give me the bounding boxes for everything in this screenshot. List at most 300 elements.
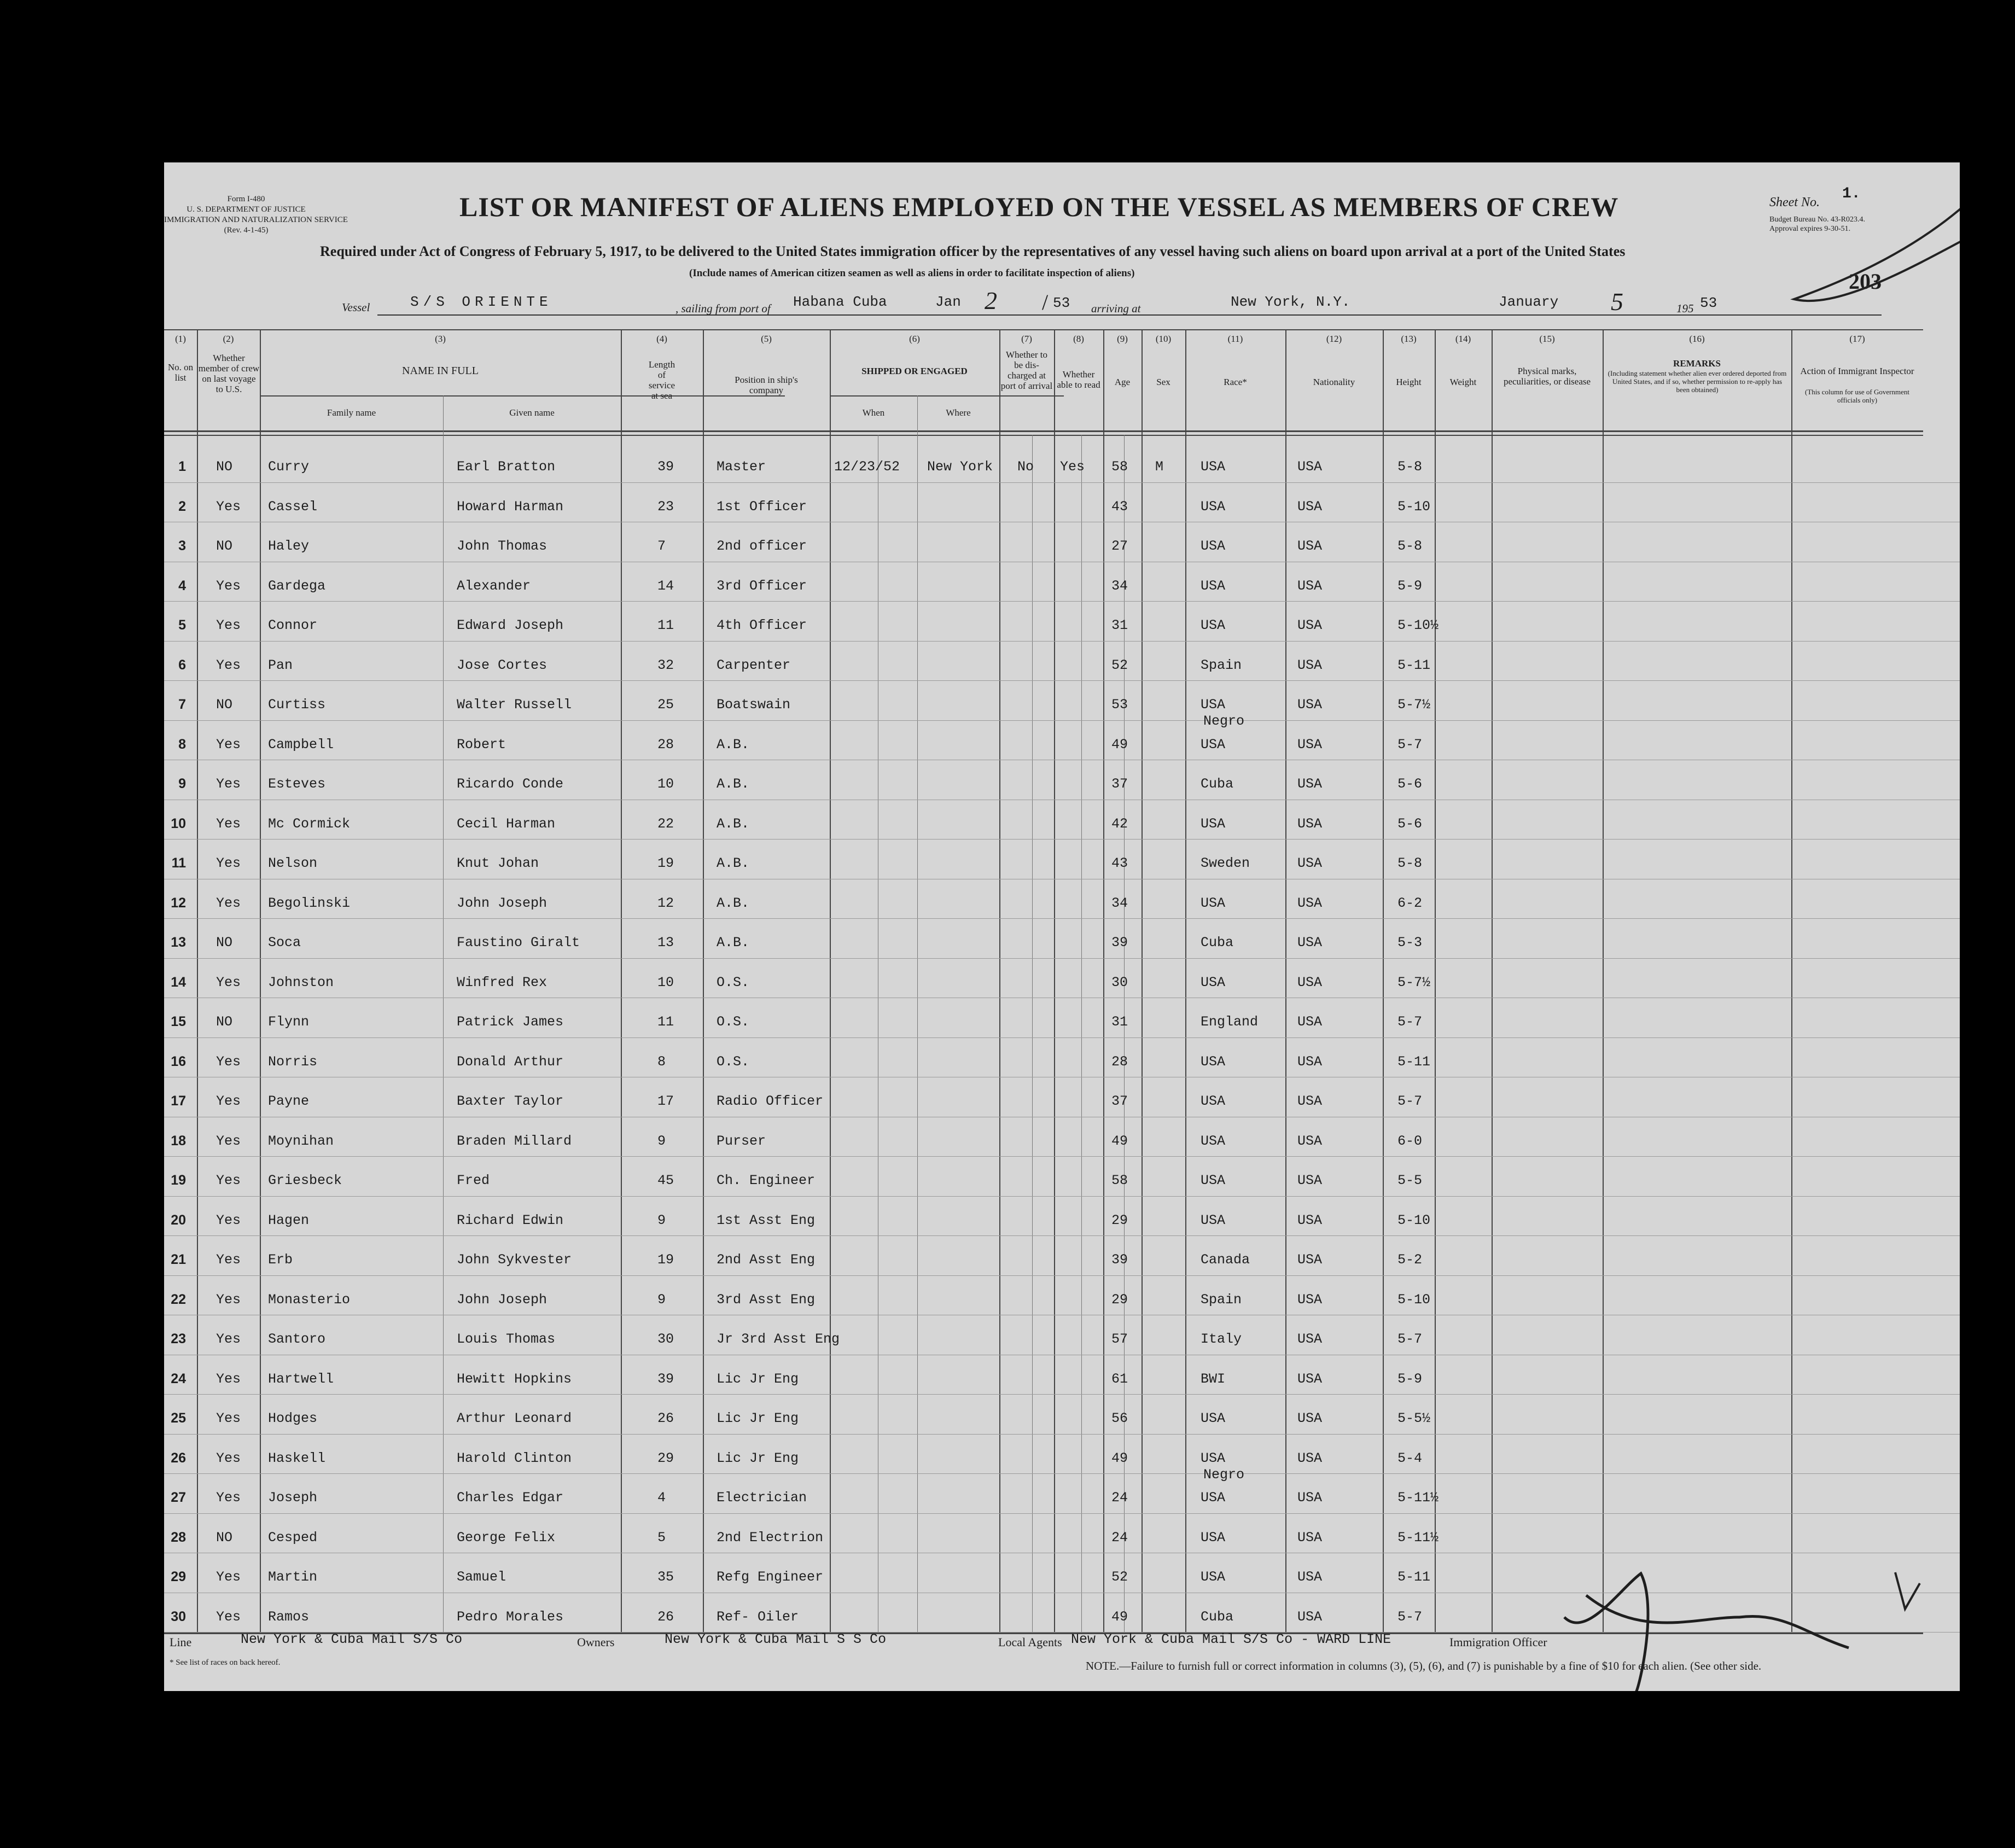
row-number: 10 xyxy=(171,815,186,831)
age-cell: 37 xyxy=(1111,1093,1128,1109)
owners-value: New York & Cuba Mail S S Co xyxy=(665,1631,887,1647)
col-sex-header: Sex xyxy=(1156,377,1170,387)
given-name-cell: John Sykvester xyxy=(457,1252,572,1268)
line-value: New York & Cuba Mail S/S Co xyxy=(241,1631,463,1647)
form-revision: (Rev. 4-1-45) xyxy=(224,226,269,235)
last-voyage-cell: Yes xyxy=(216,1410,241,1426)
position-cell: 4th Officer xyxy=(717,617,807,633)
family-name-cell: Mc Cormick xyxy=(268,815,351,832)
age-cell: 31 xyxy=(1111,617,1128,633)
given-name-cell: Cecil Harman xyxy=(457,815,556,832)
position-cell: Jr 3rd Asst Eng xyxy=(717,1331,840,1347)
arrival-port: New York, N.Y. xyxy=(1231,294,1350,310)
row-number: 13 xyxy=(171,935,186,950)
position-cell: 2nd Electrion xyxy=(717,1529,824,1546)
col-last-voyage-header: Whether member of crew on last voyage to U.S. xyxy=(198,353,260,394)
position-cell: A.B. xyxy=(717,815,750,832)
col-12-number: (12) xyxy=(1326,334,1342,344)
height-cell: 5-11½ xyxy=(1397,1490,1439,1506)
punch-hole xyxy=(125,323,154,352)
departure-port: Habana Cuba xyxy=(793,294,887,310)
nationality-cell: USA xyxy=(1297,1093,1323,1109)
last-voyage-cell: Yes xyxy=(216,1173,241,1188)
race-cell: USA xyxy=(1201,1053,1226,1070)
service-years-cell: 17 xyxy=(657,1093,674,1109)
last-voyage-cell: NO xyxy=(216,1014,233,1030)
height-cell: 5-3 xyxy=(1397,935,1423,951)
position-cell: Ch. Engineer xyxy=(717,1173,816,1188)
given-name-cell: Louis Thomas xyxy=(457,1331,556,1347)
given-name-cell: Alexander xyxy=(457,578,531,594)
age-cell: 31 xyxy=(1111,1014,1128,1030)
race-cell: England xyxy=(1201,1014,1259,1030)
able-to-read-cell: Yes xyxy=(1060,459,1085,475)
service-years-cell: 11 xyxy=(657,617,674,633)
given-name-cell: Walter Russell xyxy=(457,697,572,713)
col-13-number: (13) xyxy=(1401,334,1417,344)
col-weight-header: Weight xyxy=(1449,377,1477,387)
last-voyage-cell: Yes xyxy=(216,1093,241,1109)
nationality-cell: USA xyxy=(1297,776,1323,792)
height-cell: 5-11 xyxy=(1397,1053,1431,1070)
age-cell: 49 xyxy=(1111,1133,1128,1149)
row-number: 1 xyxy=(178,459,186,474)
position-cell: A.B. xyxy=(717,736,750,753)
last-voyage-cell: Yes xyxy=(216,1608,241,1625)
race-cell: Cuba xyxy=(1201,935,1234,951)
punch-hole xyxy=(125,1488,154,1517)
last-voyage-cell: Yes xyxy=(216,974,241,990)
service-years-cell: 4 xyxy=(657,1490,666,1506)
age-cell: 53 xyxy=(1111,697,1128,713)
age-cell: 29 xyxy=(1111,1212,1128,1228)
position-cell: Radio Officer xyxy=(717,1093,824,1109)
race-cell: Canada xyxy=(1201,1252,1250,1268)
col-name-header: NAME IN FULL xyxy=(402,366,479,376)
age-cell: 52 xyxy=(1111,657,1128,673)
given-name-cell: Richard Edwin xyxy=(457,1212,564,1228)
col-discharged-header: Whether to be dis-charged at port of arrival xyxy=(1000,349,1053,391)
age-cell: 61 xyxy=(1111,1371,1128,1387)
height-cell: 5-8 xyxy=(1397,459,1423,475)
service-years-cell: 35 xyxy=(657,1569,674,1585)
given-name-cell: Samuel xyxy=(457,1569,506,1585)
nationality-cell: USA xyxy=(1297,974,1323,990)
family-name-cell: Hartwell xyxy=(268,1371,334,1387)
check-mark xyxy=(1895,1572,1920,1609)
position-cell: 3rd Officer xyxy=(717,578,807,594)
family-name-cell: Erb xyxy=(268,1252,293,1268)
nationality-cell: USA xyxy=(1297,1173,1323,1188)
last-voyage-cell: Yes xyxy=(216,1490,241,1506)
given-name-cell: Edward Joseph xyxy=(457,617,564,633)
position-cell: Refg Engineer xyxy=(717,1569,824,1585)
position-cell: 2nd Asst Eng xyxy=(717,1252,816,1268)
given-name-cell: Howard Harman xyxy=(457,498,564,515)
nationality-cell: USA xyxy=(1297,1053,1323,1070)
race-cell: USA xyxy=(1201,736,1226,753)
given-name-cell: John Joseph xyxy=(457,1291,548,1308)
given-name-cell: Ricardo Conde xyxy=(457,776,564,792)
col-remarks-note: (Including statement whether alien ever ordered deported from United States, and if so, whether permission to re-apply has been obtained) xyxy=(1608,369,1787,394)
position-cell: 2nd officer xyxy=(717,538,807,554)
nationality-cell: USA xyxy=(1297,895,1323,911)
height-cell: 5-11½ xyxy=(1397,1529,1439,1546)
last-voyage-cell: Yes xyxy=(216,1450,241,1466)
nationality-cell: USA xyxy=(1297,1014,1323,1030)
col-3-number: (3) xyxy=(435,334,446,344)
nationality-cell: USA xyxy=(1297,1371,1323,1387)
race-cell: Cuba xyxy=(1201,776,1234,792)
row-number: 20 xyxy=(171,1212,186,1228)
last-voyage-cell: Yes xyxy=(216,895,241,911)
manifest-sheet: Form I-480 U. S. DEPARTMENT OF JUSTICE IMMIGRATION AND NATURALIZATION SERVICE (Rev. 4-1-45) LIST OR MANIFEST OF ALIENS EMPLOYED ON THE VESSEL AS MEMBERS OF CREW Sheet No. 1. Budget Bureau No. 43-R023.4. Approval expires 9-30-51. Required under Act of Congress of February 5, 1917, to be delivered to the United States immigration officer by the representatives of any vessel having such aliens on board upon arrival at a port of the United States (Include names of American citizen seamen as well as aliens in order to facilitate inspection of aliens) 203 Vessel S/S ORIENTE , sailing from port of Habana Cuba Jan 2 / 53 arriving at New York, N.Y. January 5 195 53 (1) No. on list (2) Whether member of crew on last voyage to U.S. (3) NAME IN FULL Family name Given name (4) Length of service at sea (5) Position in ship's company (6) SHIPPED OR ENGAGED When Where (7) Whether to be dis-charged at port of arrival (8) Whether able to read (9) Age (10) Sex (11) Race* (12) Nationality (13) Height (14) Weight (15) Physical marks, peculiarities, or disease (16) REMARKS (Including statement whether alien ever ordered deported from United States, and if so, whether permission to re-apply has been obtained) (17) Action of Immigrant Inspector (This column for use of Government officials only) 1 NO Curry Earl Bratton 39 Master 12/23/52 New York No Yes 58 M USA USA 5-8 2 Yes Cassel Howard Harman 23 1st Officer 43 USA USA 5-10 3 NO Haley John Thomas 7 2nd officer 27 USA USA 5-8 4 Yes Gardega Alexander 14 3rd Officer 34 USA USA 5-9 5 Yes Connor Edward Joseph 11 4th Officer 31 USA USA 5-10½ 6 Yes Pan Jose Cortes 32 Carpenter 52 Spain USA 5-11 7 NO Curtiss Walter Russell 25 Boatswain 53 USA USA 5-7½ Negro 8 Yes Campbell Robert 28 A.B. 49 USA USA 5-7 9 Yes Esteves Ricardo Conde 10 A.B. 37 Cuba USA 5-6 10 Yes Mc Cormick Cecil Harman 22 A.B. 42 USA USA 5-6 11 Yes Nelson Knut Johan 19 A.B. 43 Sweden USA 5-8 12 Yes Begolinski John Joseph 12 A.B. 34 USA USA 6-2 13 NO Soca Faustino Giralt 13 A.B. 39 Cuba USA 5-3 14 Yes Johnston Winfred Rex 10 O.S. 30 USA USA 5-7½ 15 NO Flynn Patrick James 11 O.S. 31 England USA 5-7 16 Yes Norris Donald Arthur 8 O.S. 28 USA USA 5-11 17 Yes Payne Baxter Taylor 17 Radio Officer 37 USA USA 5-7 18 Yes Moynihan Braden Millard 9 Purser 49 USA USA 6-0 19 Yes Griesbeck Fred 45 Ch. Engineer 58 USA USA 5-5 20 Yes Hagen Richard Edwin 9 1st Asst Eng 29 USA USA 5-10 21 Yes Erb John Sykvester 19 2nd Asst Eng 39 Canada USA 5-2 22 Yes Monasterio John Joseph 9 3rd Asst Eng 29 Spain USA 5-10 23 Yes Santoro Louis Thomas 30 Jr 3rd Asst Eng 57 Italy USA 5-7 24 Yes Hartwell Hewitt Hopkins 39 Lic Jr Eng 61 BWI USA 5-9 25 Yes Hodges Arthur Leonard 26 Lic Jr Eng 56 USA USA 5-5½ 26 Yes Haskell Harold Clinton 29 Lic Jr Eng 49 USA USA 5-4 Negro 27 Yes Joseph Charles Edgar 4 Electrician 24 USA USA 5-11½ 28 NO Cesped George Felix 5 2nd Electrion 24 USA USA 5-11½ 29 Yes Martin Samuel 35 Refg Engineer 52 USA USA 5-11 30 Yes Ramos Pedro Morales 26 Ref- Oiler 49 Cuba USA 5-7 Line New York & Cuba Mail S/S Co Owners New York & Cuba Mail S S Co Local Agents New York & Cuba Mail S/S Co - WARD LINE Immigration Officer * See list of races on back hereof. NOTE.—Failure to furnish full or correct information in columns (3), (5), (6), and (7) is punishable by a fine of $10 for each alien. (See other side. xyxy=(164,162,1960,1691)
sex-cell: M xyxy=(1155,459,1164,475)
col-remarks-header: REMARKS xyxy=(1673,358,1721,369)
race-note-cell: Negro xyxy=(1203,1466,1245,1483)
family-name-cell: Joseph xyxy=(268,1490,318,1506)
race-cell: USA xyxy=(1201,498,1226,515)
vessel-name: S/S ORIENTE xyxy=(410,294,552,310)
height-cell: 5-5½ xyxy=(1397,1410,1431,1426)
service-years-cell: 39 xyxy=(657,1371,674,1387)
col-4-number: (4) xyxy=(656,334,667,344)
height-cell: 6-0 xyxy=(1397,1133,1423,1149)
punch-hole xyxy=(125,1149,154,1178)
col-1-number: (1) xyxy=(175,334,186,344)
race-cell: USA xyxy=(1201,1490,1226,1506)
department-name: U. S. DEPARTMENT OF JUSTICE xyxy=(187,205,306,214)
approval-expiry: Approval expires 9-30-51. xyxy=(1769,225,1851,233)
service-years-cell: 26 xyxy=(657,1410,674,1426)
nationality-cell: USA xyxy=(1297,1291,1323,1308)
service-years-cell: 29 xyxy=(657,1450,674,1466)
row-number: 22 xyxy=(171,1291,186,1307)
col-10-number: (10) xyxy=(1155,334,1172,344)
row-number: 27 xyxy=(171,1490,186,1505)
nationality-cell: USA xyxy=(1297,657,1323,673)
position-cell: Purser xyxy=(717,1133,766,1149)
height-cell: 5-7 xyxy=(1397,1331,1423,1347)
departure-month: Jan xyxy=(935,294,961,310)
service-years-cell: 19 xyxy=(657,855,674,871)
position-cell: 1st Asst Eng xyxy=(717,1212,816,1228)
last-voyage-cell: Yes xyxy=(216,657,241,673)
height-cell: 5-10 xyxy=(1397,1291,1431,1308)
page-number: 203 xyxy=(1849,269,1882,294)
family-name-cell: Campbell xyxy=(268,736,334,753)
last-voyage-cell: NO xyxy=(216,1529,233,1546)
service-years-cell: 23 xyxy=(657,498,674,515)
col-read-header: Whether able to read xyxy=(1057,369,1100,390)
age-cell: 30 xyxy=(1111,974,1128,990)
race-cell: USA xyxy=(1201,459,1226,475)
race-cell: USA xyxy=(1201,1093,1226,1109)
nationality-cell: USA xyxy=(1297,578,1323,594)
shipped-where-cell: New York xyxy=(927,459,993,475)
service-years-cell: 9 xyxy=(657,1212,666,1228)
line-label: Line xyxy=(170,1635,192,1649)
col-14-number: (14) xyxy=(1455,334,1471,344)
last-voyage-cell: Yes xyxy=(216,815,241,832)
given-name-cell: Harold Clinton xyxy=(457,1450,572,1466)
position-cell: Lic Jr Eng xyxy=(717,1371,799,1387)
position-cell: 3rd Asst Eng xyxy=(717,1291,816,1308)
punch-hole xyxy=(125,240,154,269)
service-years-cell: 10 xyxy=(657,776,674,792)
nationality-cell: USA xyxy=(1297,935,1323,951)
col-family-name-header: Family name xyxy=(327,407,376,418)
vessel-label: Vessel xyxy=(342,301,370,314)
height-cell: 6-2 xyxy=(1397,895,1423,911)
height-cell: 5-7 xyxy=(1397,1608,1423,1625)
height-cell: 5-7 xyxy=(1397,1014,1423,1030)
service-years-cell: 22 xyxy=(657,815,674,832)
punch-hole xyxy=(125,1567,154,1596)
nationality-cell: USA xyxy=(1297,855,1323,871)
race-cell: USA xyxy=(1201,1133,1226,1149)
given-name-cell: Patrick James xyxy=(457,1014,564,1030)
row-number: 17 xyxy=(171,1093,186,1109)
race-cell: USA xyxy=(1201,815,1226,832)
col-race-header: Race* xyxy=(1224,377,1247,387)
col-nationality-header: Nationality xyxy=(1313,377,1355,387)
col-inspector-header: Action of Immigrant Inspector xyxy=(1800,366,1914,376)
age-cell: 28 xyxy=(1111,1053,1128,1070)
row-number: 19 xyxy=(171,1173,186,1188)
service-years-cell: 30 xyxy=(657,1331,674,1347)
position-cell: 1st Officer xyxy=(717,498,807,515)
position-cell: A.B. xyxy=(717,935,750,951)
row-number: 6 xyxy=(178,657,186,673)
family-name-cell: Norris xyxy=(268,1053,318,1070)
position-cell: A.B. xyxy=(717,855,750,871)
row-number: 3 xyxy=(178,538,186,553)
race-cell: Sweden xyxy=(1201,855,1250,871)
position-cell: Boatswain xyxy=(717,697,791,713)
col-9-number: (9) xyxy=(1117,334,1128,344)
height-cell: 5-8 xyxy=(1397,855,1423,871)
family-name-cell: Nelson xyxy=(268,855,318,871)
nationality-cell: USA xyxy=(1297,1450,1323,1466)
given-name-cell: Faustino Giralt xyxy=(457,935,580,951)
nationality-cell: USA xyxy=(1297,1529,1323,1546)
subtitle-note: (Include names of American citizen seamen as well as aliens in order to facilitate inspection of aliens) xyxy=(689,267,1135,279)
height-cell: 5-9 xyxy=(1397,1371,1423,1387)
race-cell: USA xyxy=(1201,1529,1226,1546)
last-voyage-cell: NO xyxy=(216,697,233,713)
nationality-cell: USA xyxy=(1297,815,1323,832)
row-number: 21 xyxy=(171,1252,186,1267)
family-name-cell: Haley xyxy=(268,538,310,554)
race-cell: Italy xyxy=(1201,1331,1242,1347)
races-note: * See list of races on back hereof. xyxy=(170,1658,281,1667)
col-given-name-header: Given name xyxy=(509,407,555,418)
sheet-no-label: Sheet No. xyxy=(1769,195,1820,209)
family-name-cell: Curry xyxy=(268,459,310,475)
position-cell: Lic Jr Eng xyxy=(717,1450,799,1466)
position-cell: O.S. xyxy=(717,974,750,990)
service-years-cell: 45 xyxy=(657,1173,674,1188)
row-number: 2 xyxy=(178,498,186,514)
nationality-cell: USA xyxy=(1297,1252,1323,1268)
col-no-on-list-header: No. on list xyxy=(167,362,194,383)
col-shipped-header: SHIPPED OR ENGAGED xyxy=(861,366,968,376)
race-cell: Spain xyxy=(1201,1291,1242,1308)
position-cell: A.B. xyxy=(717,776,750,792)
family-name-cell: Haskell xyxy=(268,1450,326,1466)
age-cell: 39 xyxy=(1111,935,1128,951)
nationality-cell: USA xyxy=(1297,1410,1323,1426)
age-cell: 24 xyxy=(1111,1529,1128,1546)
height-cell: 5-6 xyxy=(1397,815,1423,832)
arrival-month: January xyxy=(1499,294,1559,310)
row-number: 11 xyxy=(171,855,186,871)
given-name-cell: Earl Bratton xyxy=(457,459,556,475)
nationality-cell: USA xyxy=(1297,1569,1323,1585)
family-name-cell: Connor xyxy=(268,617,318,633)
col-16-number: (16) xyxy=(1689,334,1705,344)
given-name-cell: Baxter Taylor xyxy=(457,1093,564,1109)
given-name-cell: Hewitt Hopkins xyxy=(457,1371,572,1387)
position-cell: O.S. xyxy=(717,1053,750,1070)
height-cell: 5-7½ xyxy=(1397,974,1431,990)
age-cell: 43 xyxy=(1111,855,1128,871)
family-name-cell: Santoro xyxy=(268,1331,326,1347)
race-cell: BWI xyxy=(1201,1371,1226,1387)
col-15-number: (15) xyxy=(1539,334,1555,344)
col-age-header: Age xyxy=(1114,377,1131,387)
age-cell: 56 xyxy=(1111,1410,1128,1426)
nationality-cell: USA xyxy=(1297,1608,1323,1625)
last-voyage-cell: Yes xyxy=(216,1331,241,1347)
col-inspector-note: (This column for use of Government officials only) xyxy=(1805,388,1909,404)
height-cell: 5-5 xyxy=(1397,1173,1423,1188)
last-voyage-cell: Yes xyxy=(216,736,241,753)
service-years-cell: 25 xyxy=(657,697,674,713)
service-years-cell: 26 xyxy=(657,1608,674,1625)
subtitle: Required under Act of Congress of February 5, 1917, to be delivered to the United States immigration officer by the representatives of any vessel having such aliens on board upon arrival at a port of the United States xyxy=(320,243,1626,259)
col-when-header: When xyxy=(862,407,885,418)
family-name-cell: Moynihan xyxy=(268,1133,334,1149)
form-number: Form I-480 xyxy=(227,195,265,203)
nationality-cell: USA xyxy=(1297,617,1323,633)
row-number: 30 xyxy=(171,1608,186,1624)
nationality-cell: USA xyxy=(1297,697,1323,713)
age-cell: 49 xyxy=(1111,1608,1128,1625)
col-position-header: Position in ship's company xyxy=(735,375,798,395)
col-where-header: Where xyxy=(946,407,971,418)
given-name-cell: John Joseph xyxy=(457,895,548,911)
agents-label: Local Agents xyxy=(998,1635,1062,1649)
col-6-number: (6) xyxy=(909,334,920,344)
age-cell: 58 xyxy=(1111,459,1128,475)
height-cell: 5-11 xyxy=(1397,1569,1431,1585)
penalty-note: NOTE.—Failure to furnish full or correct information in columns (3), (5), (6), and (7) is punishable by a fine of $10 for each alien. (See other side. xyxy=(1086,1659,1762,1672)
family-name-cell: Flynn xyxy=(268,1014,310,1030)
family-name-cell: Monasterio xyxy=(268,1291,351,1308)
given-name-cell: John Thomas xyxy=(457,538,548,554)
punch-hole xyxy=(125,1233,154,1263)
service-years-cell: 14 xyxy=(657,578,674,594)
given-name-cell: Knut Johan xyxy=(457,855,539,871)
service-years-cell: 5 xyxy=(657,1529,666,1546)
height-cell: 5-10 xyxy=(1397,498,1431,515)
nationality-cell: USA xyxy=(1297,1212,1323,1228)
col-7-number: (7) xyxy=(1021,334,1032,344)
row-number: 8 xyxy=(178,736,186,752)
race-cell: USA xyxy=(1201,974,1226,990)
given-name-cell: Winfred Rex xyxy=(457,974,548,990)
race-cell: USA xyxy=(1201,617,1226,633)
height-cell: 5-9 xyxy=(1397,578,1423,594)
race-cell: USA xyxy=(1201,1212,1226,1228)
col-physical-marks-header: Physical marks, peculiarities, or disease xyxy=(1503,366,1591,387)
row-number: 23 xyxy=(171,1331,186,1346)
race-cell: USA xyxy=(1201,1450,1226,1466)
discharged-cell: No xyxy=(1017,459,1034,475)
height-cell: 5-2 xyxy=(1397,1252,1423,1268)
race-note-cell: Negro xyxy=(1203,713,1245,729)
last-voyage-cell: Yes xyxy=(216,1133,241,1149)
last-voyage-cell: Yes xyxy=(216,776,241,792)
height-cell: 5-10½ xyxy=(1397,617,1439,633)
sheet-pen-stroke xyxy=(1794,206,1960,301)
age-cell: 43 xyxy=(1111,498,1128,515)
family-name-cell: Griesbeck xyxy=(268,1173,342,1188)
row-number: 12 xyxy=(171,895,186,911)
height-cell: 5-7 xyxy=(1397,1093,1423,1109)
service-years-cell: 9 xyxy=(657,1291,666,1308)
age-cell: 37 xyxy=(1111,776,1128,792)
service-name: IMMIGRATION AND NATURALIZATION SERVICE xyxy=(164,215,348,224)
race-cell: USA xyxy=(1201,1410,1226,1426)
sheet-number: 1. xyxy=(1842,185,1861,202)
row-number: 25 xyxy=(171,1410,186,1426)
given-name-cell: Pedro Morales xyxy=(457,1608,564,1625)
last-voyage-cell: Yes xyxy=(216,617,241,633)
age-cell: 29 xyxy=(1111,1291,1128,1308)
service-years-cell: 12 xyxy=(657,895,674,911)
age-cell: 34 xyxy=(1111,578,1128,594)
family-name-cell: Pan xyxy=(268,657,293,673)
family-name-cell: Cesped xyxy=(268,1529,318,1546)
arrival-year: 53 xyxy=(1700,295,1717,311)
age-cell: 27 xyxy=(1111,538,1128,554)
last-voyage-cell: NO xyxy=(216,935,233,951)
race-cell: USA xyxy=(1201,538,1226,554)
nationality-cell: USA xyxy=(1297,538,1323,554)
family-name-cell: Ramos xyxy=(268,1608,310,1625)
age-cell: 42 xyxy=(1111,815,1128,832)
service-years-cell: 19 xyxy=(657,1252,674,1268)
immigration-officer-label: Immigration Officer xyxy=(1449,1635,1547,1649)
handwritten-marks xyxy=(164,162,1960,1691)
age-cell: 34 xyxy=(1111,895,1128,911)
family-name-cell: Johnston xyxy=(268,974,334,990)
service-years-cell: 11 xyxy=(657,1014,674,1030)
row-number: 14 xyxy=(171,974,186,990)
family-name-cell: Esteves xyxy=(268,776,326,792)
family-name-cell: Gardega xyxy=(268,578,326,594)
year-label: 195 xyxy=(1676,302,1694,315)
race-cell: USA xyxy=(1201,895,1226,911)
family-name-cell: Martin xyxy=(268,1569,318,1585)
given-name-cell: Jose Cortes xyxy=(457,657,548,673)
last-voyage-cell: Yes xyxy=(216,1569,241,1585)
nationality-cell: USA xyxy=(1297,736,1323,753)
last-voyage-cell: Yes xyxy=(216,1053,241,1070)
